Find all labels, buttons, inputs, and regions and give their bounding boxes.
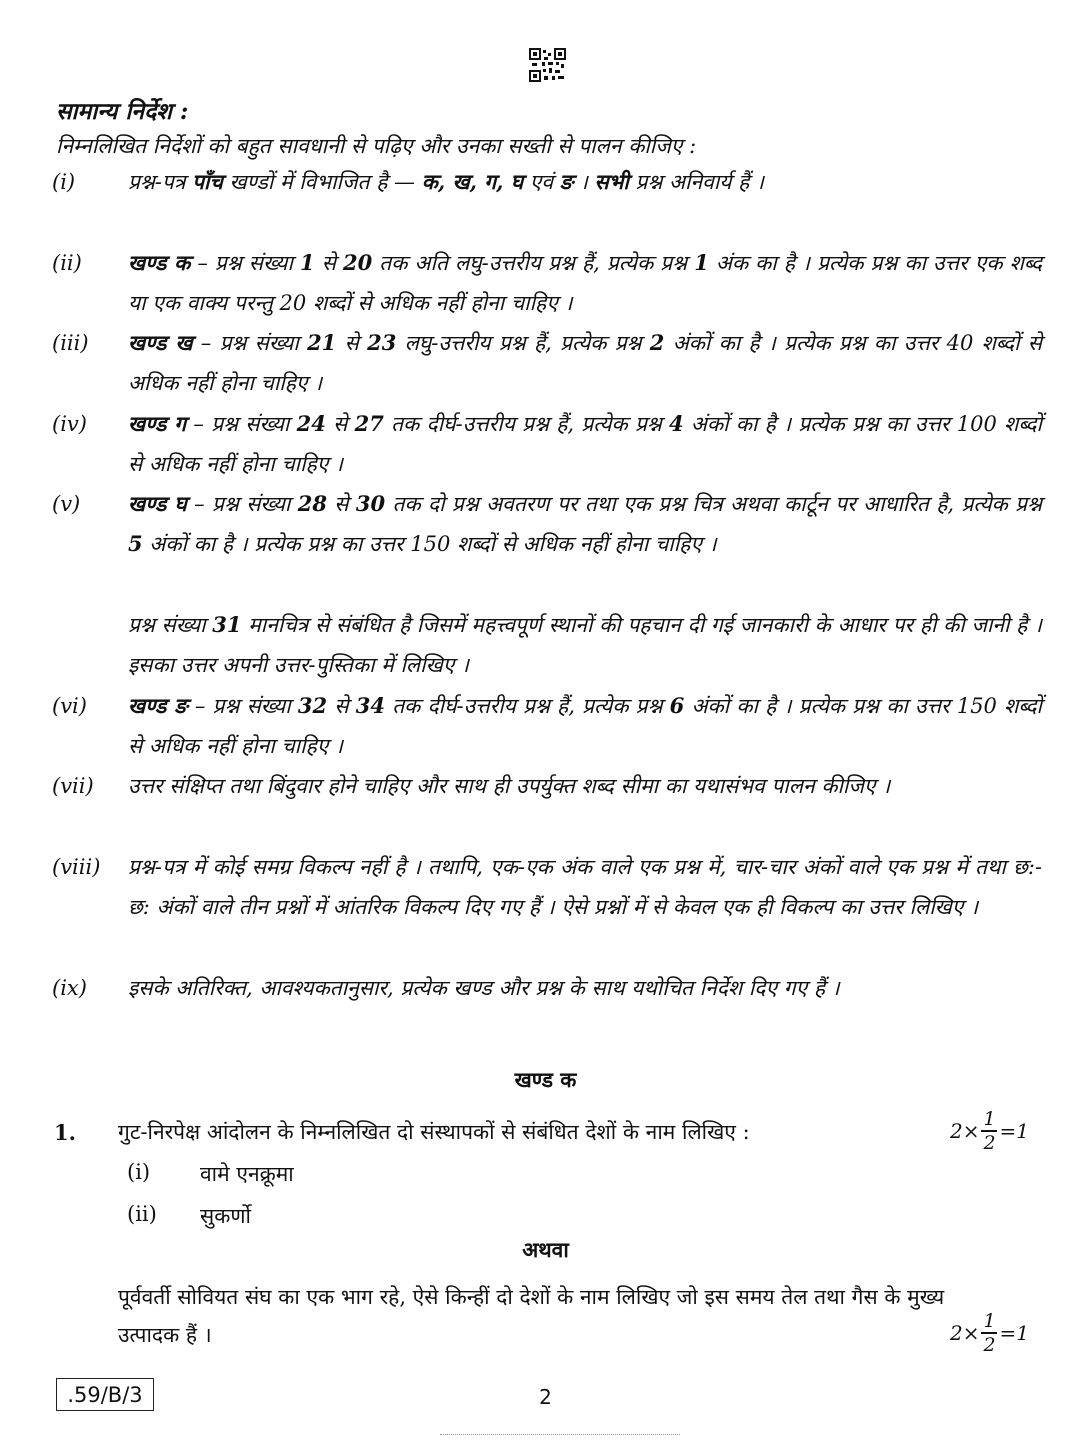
instruction-text	[128, 323, 1042, 403]
instruction-bold-text: 31	[212, 612, 242, 637]
instruction-bold-text: 4	[669, 411, 684, 436]
instruction-text	[128, 686, 1042, 766]
instruction-bold-text: 28	[297, 491, 327, 516]
instruction-text	[128, 404, 1042, 484]
instruction-text-run: खण्डों में विभाजित है —	[222, 170, 422, 194]
instruction-number: (viii)	[52, 855, 101, 879]
instruction-bold-text: खण्ड ख	[128, 330, 193, 355]
instruction-bold-text: सभी	[594, 169, 629, 194]
instruction-text	[128, 605, 1042, 685]
instruction-bold-text: खण्ड ग	[128, 411, 187, 436]
option-text: सुकर्णो	[200, 1204, 251, 1228]
instruction-text	[128, 484, 1042, 564]
instruction-text-run: – प्रश्न संख्या	[192, 331, 308, 355]
instruction-text-run: – प्रश्न संख्या	[190, 251, 300, 275]
instruction-bold-text: 20	[342, 250, 373, 275]
or-label: अथवा	[522, 1237, 569, 1262]
option-roman: (i)	[127, 1160, 151, 1184]
question-number: 1.	[54, 1120, 76, 1145]
question-text: गुट-निरपेक्ष आंदोलन के निम्नलिखित दो संस्थापकों से संबंधित देशों के नाम लिखिए :	[118, 1120, 750, 1144]
instruction-text-run: अंकों का है । प्रत्येक प्रश्न का उत्तर 100 शब्दों से अधिक नहीं होना चाहिए ।	[128, 412, 1042, 476]
instruction-bold-text: 21	[307, 330, 337, 355]
instruction-bold-text: 23	[367, 330, 397, 355]
instruction-number: (vii)	[52, 774, 94, 798]
instruction-bold-text: 24	[296, 411, 326, 436]
instruction-number: (iv)	[52, 412, 87, 436]
instruction-text-run: प्रश्न-पत्र	[128, 170, 193, 194]
instruction-text-run: से	[327, 694, 356, 718]
instruction-number: (vi)	[52, 694, 87, 718]
instruction-bold-text: 1	[299, 250, 315, 275]
instruction-text-run: तक दो प्रश्न अवतरण पर तथा एक प्रश्न चित्र अथवा कार्टून पर आधारित है, प्रत्येक प्रश्न	[385, 492, 1042, 516]
instruction-bold-text: 27	[354, 411, 384, 436]
instruction-bold-text: खण्ड घ	[128, 491, 187, 516]
instruction-text-run: प्रश्न अनिवार्य हैं ।	[628, 170, 764, 194]
instruction-number: (i)	[52, 170, 76, 194]
instruction-text-run: एवं	[523, 170, 560, 194]
fraction-numerator: 1	[983, 1310, 996, 1332]
instruction-number: (ix)	[52, 976, 87, 1000]
instruction-text-run: उत्तर संक्षिप्त तथा बिंदुवार होने चाहिए और साथ ही उपर्युक्त शब्द सीमा का यथासंभव पालन कीजिए ।	[128, 774, 891, 798]
option-text: वामे एनक्रूमा	[200, 1162, 294, 1186]
instruction-text-run: – प्रश्न संख्या	[187, 694, 298, 718]
micro-text-line	[440, 1434, 680, 1437]
instruction-bold-text: 2	[649, 330, 665, 355]
instruction-number: (iii)	[52, 331, 89, 355]
marks-fraction	[981, 1108, 997, 1154]
fraction-denominator: 2	[983, 1131, 996, 1154]
instruction-text-run: मानचित्र से संबंधित है जिसमें महत्त्वपूर्ण स्थानों की पहचान दी गई जानकारी के आधार पर ही की जानी है । इसका उत्तर अपनी उत्तर-पुस्तिका में लिखिए ।	[128, 613, 1042, 677]
instruction-text-run: से	[325, 412, 355, 436]
instruction-text-run: तक अति लघु-उत्तरीय प्रश्न हैं, प्रत्येक प्रश्न	[372, 251, 695, 275]
page-number: 2	[539, 1385, 552, 1409]
instruction-number: (ii)	[52, 251, 82, 275]
instruction-text-run: लघु-उत्तरीय प्रश्न हैं, प्रत्येक प्रश्न	[396, 331, 650, 355]
instruction-bold-text: 1	[694, 250, 709, 275]
instruction-text-run: से	[336, 331, 368, 355]
general-instructions-heading: सामान्य निर्देश :	[56, 98, 189, 125]
instruction-bold-text: 6	[669, 693, 685, 718]
instruction-text-run: इसके अतिरिक्त, आवश्यकतानुसार, प्रत्येक खण्ड और प्रश्न के साथ यथोचित निर्देश दिए गए हैं ।	[128, 976, 840, 1000]
question-marks	[950, 1108, 1029, 1154]
alternative-marks	[950, 1310, 1029, 1356]
instruction-text-run: से	[314, 251, 343, 275]
marks-suffix: =1	[999, 1118, 1029, 1143]
instruction-text-run: तक दीर्घ-उत्तरीय प्रश्न हैं, प्रत्येक प्रश्न	[383, 412, 670, 436]
instruction-bold-text: 32	[297, 693, 328, 718]
section-title: खण्ड क	[514, 1067, 577, 1092]
instruction-bold-text: पाँच	[192, 169, 223, 194]
instruction-text-run: अंकों का है । प्रत्येक प्रश्न का उत्तर 150 शब्दों से अधिक नहीं होना चाहिए ।	[128, 694, 1042, 758]
instruction-bold-text: क, ख, ग, घ	[421, 169, 524, 194]
marks-prefix: 2×	[950, 1320, 980, 1345]
instruction-text	[128, 162, 1042, 202]
instruction-text-run: ।	[573, 170, 595, 194]
instruction-text-run: से	[326, 492, 356, 516]
instruction-text-run: अंकों का है । प्रत्येक प्रश्न का उत्तर 150 शब्दों से अधिक नहीं होना चाहिए ।	[142, 532, 717, 556]
instruction-text-run: अंक का है । प्रत्येक प्रश्न का उत्तर एक शब्द या एक वाक्य परन्तु 20 शब्दों से अधिक नहीं होना चाहिए ।	[128, 251, 1042, 315]
instruction-text-run: प्रश्न-पत्र में कोई समग्र विकल्प नहीं है । तथापि, एक-एक अंक वाले एक प्रश्न में, चार-चार अंकों वाले एक प्रश्न में तथा छ:-छ: अंकों वाले तीन प्रश्नों में आंतरिक विकल्प दिए गए हैं । ऐसे प्रश्नों में से केवल एक ही विकल्प का उत्तर लिखिए ।	[128, 855, 1042, 919]
instruction-bold-text: 30	[355, 491, 386, 516]
marks-suffix: =1	[999, 1320, 1029, 1345]
instruction-bold-text: 5	[128, 531, 143, 556]
paper-code: .59/B/3	[56, 1378, 154, 1411]
instruction-text	[128, 968, 1042, 1008]
instruction-text-run: तक दीर्घ-उत्तरीय प्रश्न हैं, प्रत्येक प्रश्न	[384, 694, 670, 718]
qr-code	[529, 48, 566, 82]
marks-fraction	[981, 1310, 997, 1356]
instruction-number: (v)	[52, 492, 81, 516]
fraction-denominator: 2	[983, 1333, 996, 1356]
instruction-text	[128, 766, 1042, 806]
instruction-bold-text: 34	[355, 693, 385, 718]
instruction-text	[128, 847, 1042, 927]
fraction-numerator: 1	[983, 1108, 996, 1130]
general-instructions-intro: निम्नलिखित निर्देशों को बहुत सावधानी से पढ़िए और उनका सख्ती से पालन कीजिए :	[56, 134, 697, 158]
instruction-bold-text: खण्ड क	[128, 250, 191, 275]
instruction-text-run: – प्रश्न संख्या	[186, 412, 297, 436]
alternative-question-text: पूर्ववर्ती सोवियत संघ का एक भाग रहे, ऐसे किन्हीं दो देशों के नाम लिखिए जो इस समय तेल तथा गैस के मुख्य उत्पादक हैं ।	[118, 1285, 945, 1347]
marks-prefix: 2×	[950, 1118, 980, 1143]
instruction-text-run: – प्रश्न संख्या	[186, 492, 298, 516]
instruction-text-run: प्रश्न संख्या	[128, 613, 213, 637]
option-roman: (ii)	[127, 1202, 157, 1226]
instruction-bold-text: खण्ड ङ	[128, 693, 188, 718]
instruction-text	[128, 243, 1042, 323]
instruction-text-run: अंकों का है । प्रत्येक प्रश्न का उत्तर 40 शब्दों से अधिक नहीं होना चाहिए ।	[128, 331, 1042, 395]
instruction-bold-text: ङ	[559, 169, 574, 194]
